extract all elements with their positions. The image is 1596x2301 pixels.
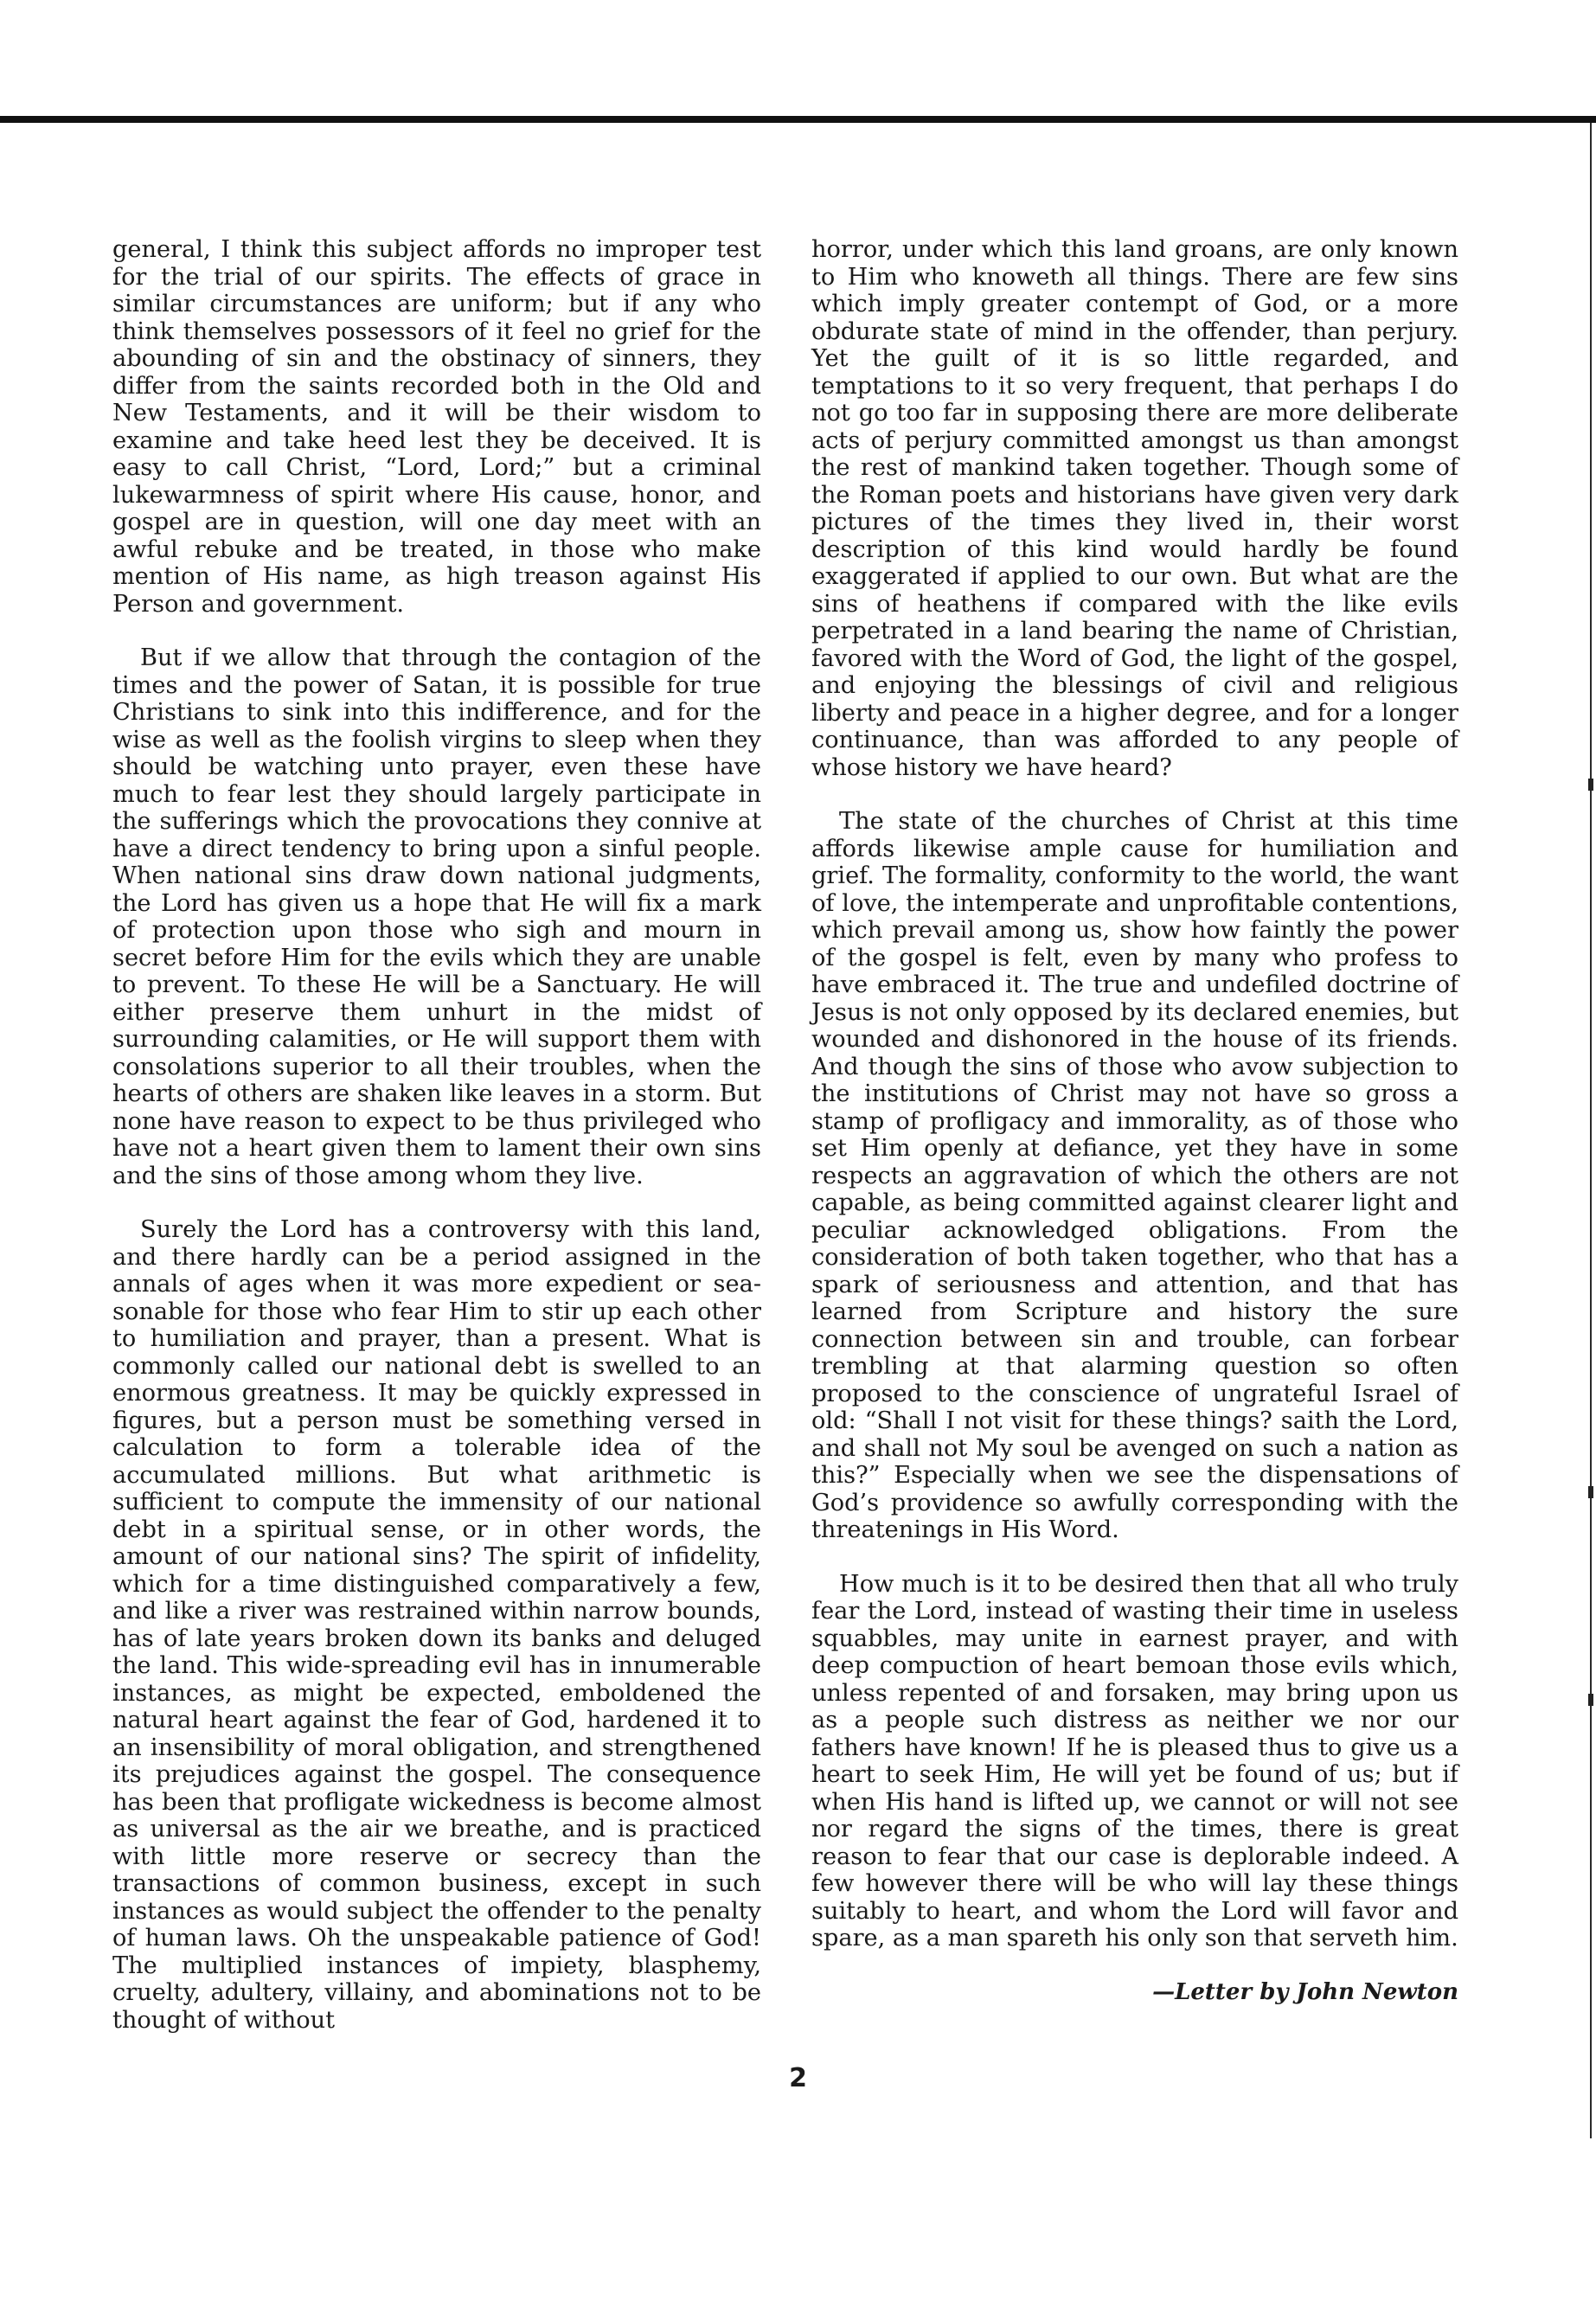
page-number: 2 bbox=[789, 2063, 807, 2093]
letter-attribution: —Letter by John Newton bbox=[1152, 1978, 1458, 2005]
right-column bbox=[811, 236, 1458, 2033]
page-edge bbox=[1590, 123, 1592, 2138]
paragraph: general, I think this subject affords no improper test for the trial of our spirits. The effects of grace in similar circumstances are uniform; but if any who think themselves possessors of it feel no grief for the abounding of sin and the obstinacy of sinners, they differ from the saints recorded both in the Old and New Testaments, and it will be their wisdom to examine and take heed lest they be deceived. It is easy to call Christ, “Lord, Lord;” but a criminal lukewarmness of spirit where His cause, honor, and gospel are in question, will one day meet with an awful rebuke and be treated, in those who make mention of His name, as high treason against His Person and government. bbox=[112, 236, 761, 618]
paragraph: horror, under which this land groans, are only known to Him who knoweth all things. There are few sins which imply greater contempt of God, or a more obdurate state of mind in the offender, than perjury. Yet the guilt of it is so little regarded, and temptations to it so very frequent, that perhaps I do not go too far in supposing there are more deliberate acts of perjury committed amongst us than amongst the rest of mankind taken together. Though some of the Roman poets and historians have given very dark pictures of the times they lived in, their worst description of this kind would hardly be found exaggerated if applied to our own. But what are the sins of heathens if compared with the like evils perpetrated in a land bearing the name of Christian, favored with the Word of God, the light of the gospel, and enjoying the blessings of civil and religious liberty and peace in a higher degree, and for a longer continuance, than was afforded to any people of whose history we have heard? bbox=[811, 236, 1458, 781]
left-column bbox=[112, 236, 761, 2061]
paragraph: Surely the Lord has a controversy with this land, and there hardly can be a period assigned in the annals of ages when it was more expedient or seasonable for those who fear Him to stir up each other to humiliation and prayer, than a present. What is commonly called our national debt is swelled to an enormous greatness. It may be quickly expressed in figures, but a person must be something versed in calculation to form a tolerable idea of the accumulated millions. But what arithmetic is sufficient to compute the immensity of our national debt in a spiritual sense, or in other words, the amount of our national sins? The spirit of infidelity, which for a time distinguished comparatively a few, and like a river was restrained within narrow bounds, has of late years broken down its banks and deluged the land. This wide-spreading evil has in innumerable instances, as might be expected, emboldened the natural heart against the fear of God, hardened it to an insensibility of moral obligation, and strengthened its prejudices against the gospel. The consequence has been that profligate wickedness is become almost as universal as the air we breathe, and is practiced with little more reserve or secrecy than the transactions of common business, except in such instances as would subject the offender to the penalty of human laws. Oh the unspeakable patience of God! The multiplied instances of impiety, blasphemy, cruelty, adultery, villainy, and abominations not to be thought of without bbox=[112, 1216, 761, 2034]
paragraph: The state of the churches of Christ at this time affords likewise ample cause for humiliation and grief. The formality, conformity to the world, the want of love, the intemperate and unprofitable contentions, which prevail among us, show how faintly the power of the gospel is felt, even by many who profess to have embraced it. The true and undefiled doctrine of Jesus is not only opposed by its declared enemies, but wounded and dishonored in the house of its friends. And though the sins of those who avow subjection to the institutions of Christ may not have so gross a stamp of profligacy and immorality, as of those who set Him openly at defiance, yet they have in some respects an aggravation of which the others are not capable, as being committed against clearer light and peculiar acknowledged obligations. From the consideration of both taken together, who that has a spark of seriousness and attention, and that has learned from Scripture and history the sure connection between sin and trouble, can forbear trembling at that alarming question so often proposed to the conscience of ungrateful Israel of old: “Shall I not visit for these things? saith the Lord, and shall not My soul be avenged on such a nation as this?” Especially when we see the dispensations of God’s providence so awfully corresponding with the threatenings in His Word. bbox=[811, 808, 1458, 1543]
edge-mark bbox=[1588, 1694, 1593, 1706]
edge-mark bbox=[1588, 1486, 1593, 1498]
paragraph: But if we allow that through the contagion of the times and the power of Satan, it is possible for true Christians to sink into this indifference, and for the wise as well as the foolish virgins to sleep when they should be watching unto prayer, even these have much to fear lest they should largely participate in the sufferings which the provocations they connive at have a direct tendency to bring upon a sinful people. When national sins draw down national judgments, the Lord has given us a hope that He will fix a mark of protection upon those who sigh and mourn in secret before Him for the evils which they are unable to prevent. To these He will be a Sanctuary. He will either preserve them unhurt in the midst of surrounding calamities, or He will support them with consolations superior to all their troubles, when the hearts of others are shaken like leaves in a storm. But none have reason to expect to be thus privileged who have not a heart given them to lament their own sins and the sins of those among whom they live. bbox=[112, 644, 761, 1189]
top-rule bbox=[0, 116, 1596, 123]
paragraph: How much is it to be desired then that all who truly fear the Lord, instead of wasting their time in useless squabbles, may unite in earnest prayer, and with deep compuction of heart bemoan those evils which, unless repented of and forsaken, may bring upon us as a people such distress as neither we nor our fathers have known! If he is pleased thus to give us a heart to seek Him, He will yet be found of us; but if when His hand is lifted up, we cannot or will not see nor regard the signs of the times, there is great reason to fear that our case is deplorable indeed. A few however there will be who will lay these things suitably to heart, and whom the Lord will favor and spare, as a man spareth his only son that serveth him. bbox=[811, 1570, 1458, 1952]
edge-mark bbox=[1588, 779, 1593, 791]
